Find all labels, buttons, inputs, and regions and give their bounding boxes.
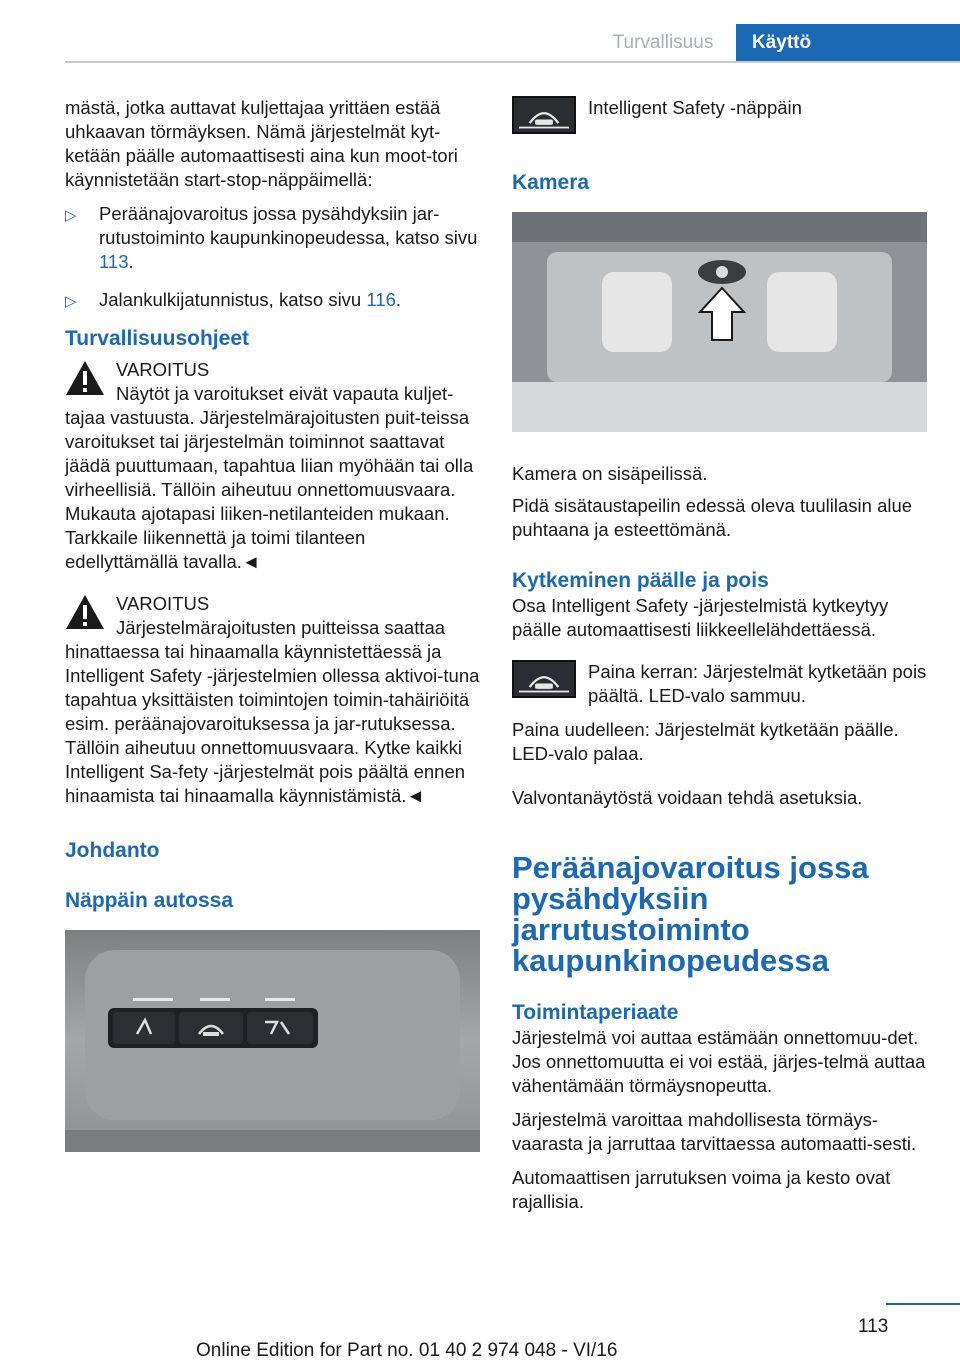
- triangle-bullet-icon: ▷: [65, 207, 77, 224]
- principle-heading: Toimintaperiaate: [512, 1001, 679, 1024]
- footer-rule: [886, 1303, 960, 1305]
- header-section: Turvallisuus: [612, 32, 714, 53]
- press-once-text: Paina kerran: Järjestelmät kytketään pois päältä. LED-valo sammuu.: [588, 661, 927, 706]
- intelligent-safety-button-row: [512, 96, 932, 140]
- press-once-row: [512, 660, 932, 708]
- header-rule: [65, 61, 960, 63]
- camera-location-text: Kamera on sisäpeilissä.: [512, 463, 708, 484]
- warning-triangle-icon: [65, 594, 105, 630]
- warning-block: [65, 592, 480, 808]
- left-column: [65, 96, 480, 1157]
- button-in-car-heading: Näppäin autossa: [65, 889, 234, 912]
- triangle-bullet-icon: ▷: [65, 293, 77, 310]
- warning-first-line: Järjestelmärajoitusten puitteissa saattaa: [116, 617, 446, 638]
- list-item: ▷ Jalankulkijatunnistus, katso sivu 116.: [65, 288, 480, 312]
- section-title: Peräänajovaroitus jossa pysähdyksiin jarrutustoiminto kaupunkinopeudessa: [512, 850, 869, 978]
- warning-title: VAROITUS: [116, 593, 210, 614]
- intro-heading: Johdanto: [65, 839, 160, 862]
- press-again-text: Paina uudelleen: Järjestelmät kytketään päälle. LED-valo palaa.: [512, 719, 899, 764]
- rear-view-camera-photo: [512, 212, 927, 432]
- warning-body: tajaa vastuusta. Järjestelmärajoitusten puit‐teissa varoitukset tai järjestelmän toiminnot saattavat jäädä puuttumaan, tapahtua liian myöhään tai olla virheellisiä. Tällöin aiheutuu onnettomuusvaara. Mukauta ajotapasi liiken‐netilanteiden mukaan. Tarkkaile liikennettä ja toimi tilanteen edellyttämällä tavalla.◄: [65, 407, 474, 572]
- safety-heading: Turvallisuusohjeet: [65, 327, 249, 350]
- principle-text-3: Automaattisen jarrutuksen voima ja kesto ovat rajallisia.: [512, 1167, 891, 1212]
- intelligent-safety-button-icon: [512, 96, 576, 134]
- warning-triangle-icon: [65, 360, 105, 396]
- page-link-113[interactable]: 113: [99, 251, 129, 272]
- intelligent-safety-button-label: Intelligent Safety -näppäin: [588, 97, 802, 118]
- list-item: ▷ Peräänajovaroitus jossa pysähdyksiin jar‐rutustoiminto kaupunkinopeudessa, katso sivu 113.: [65, 203, 478, 272]
- intro-paragraph: mästä, jotka auttavat kuljettajaa yrittäen estää uhkaavan törmäyksen. Nämä järjestelmät kyt‐ketään päälle automaattisesti aina kun moot‐tori käynnistetään start-stop-näppäimellä:: [65, 97, 458, 190]
- page-number: 113: [858, 1316, 889, 1337]
- right-column: [512, 96, 932, 1224]
- monitor-settings-text: Valvontanäytöstä voidaan tehdä asetuksia.: [512, 787, 863, 808]
- intelligent-safety-button-icon: [512, 660, 576, 698]
- camera-heading: Kamera: [512, 171, 590, 194]
- principle-text-2: Järjestelmä varoittaa mahdollisesta törmäys‐vaarasta ja jarruttaa tarvittaessa automaatti‐sesti.: [512, 1109, 917, 1154]
- page-link-116[interactable]: 116: [366, 289, 396, 310]
- principle-text-1: Järjestelmä voi auttaa estämään onnettomuu‐det. Jos onnettomuutta ei voi estää, järjes‐telmä auttaa vähentämään törmäysnopeutta.: [512, 1027, 926, 1096]
- feature-list: [65, 202, 480, 312]
- warning-title: VAROITUS: [116, 359, 210, 380]
- button-panel-photo: [65, 930, 480, 1152]
- warning-block: [65, 358, 480, 574]
- warning-body: hinattaessa tai hinaamalla käynnistettäessä ja Intelligent Safety -järjestelmien ollessa aktivoi‐tuna tapahtua yksittäisten toimintojen toimin‐tahäiriöitä esim. peräänajovaroituksessa ja jar‐rutuksessa. Tällöin aiheutuu onnettomuusvaara. Kytke kaikki Intelligent Sa‐fety -järjestelmät pois päältä ennen hinaamista tai hinaamalla käynnistämistä.◄: [65, 641, 480, 806]
- switch-heading: Kytkeminen päälle ja pois: [512, 569, 769, 592]
- warning-first-line: Näytöt ja varoitukset eivät vapauta kuljet‐: [116, 383, 454, 404]
- switch-auto-text: Osa Intelligent Safety -järjestelmistä kytkeytyy päälle automaattisesti liikkeellelähdettäessä.: [512, 595, 889, 640]
- edition-footer: Online Edition for Part no. 01 40 2 974 048 - VI/16: [196, 1340, 618, 1361]
- header-chapter: Käyttö: [736, 24, 960, 61]
- camera-clean-text: Pidä sisätaustapeilin edessä oleva tuulilasin alue puhtaana ja esteettömänä.: [512, 495, 913, 540]
